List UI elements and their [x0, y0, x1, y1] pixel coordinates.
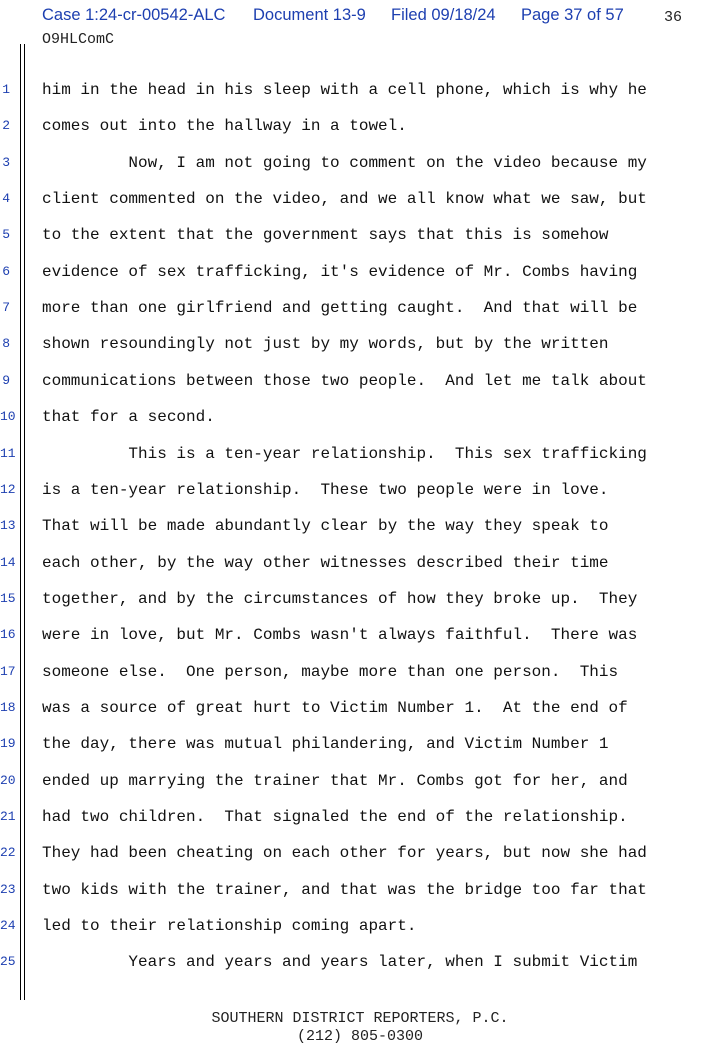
ecf-filing-stamp	[0, 6, 720, 28]
transcript-line: They had been cheating on each other for years, but now she had	[42, 844, 647, 863]
transcript-line: comes out into the hallway in a towel.	[42, 117, 407, 136]
margin-rule-left	[20, 44, 21, 1000]
transcript-line: Years and years and years later, when I submit Victim	[42, 953, 638, 972]
line-number: 18	[0, 699, 16, 715]
transcript-line: client commented on the video, and we all know what we saw, but	[42, 190, 647, 209]
transcript-line: him in the head in his sleep with a cell phone, which is why he	[42, 81, 647, 99]
line-number: 8	[2, 336, 10, 352]
filed-date: Filed 09/18/24	[391, 6, 496, 24]
reporter-phone: (212) 805-0300	[296, 1028, 424, 1045]
line-number: 5	[2, 227, 10, 243]
transcript-line: shown resoundingly not just by my words, but by the written	[42, 335, 609, 354]
transcript-line: two kids with the trainer, and that was the bridge too far that	[42, 880, 647, 899]
line-number: 24	[0, 918, 16, 934]
transcript-page-number: 36	[663, 9, 682, 26]
transcript-line: is a ten-year relationship. These two people were in love.	[42, 480, 609, 499]
line-number-column	[0, 0, 16, 1000]
line-number: 14	[0, 554, 16, 570]
line-number: 25	[0, 954, 16, 970]
line-number: 4	[2, 191, 10, 207]
line-number: 1	[2, 82, 10, 97]
transcript-line: to the extent that the government says that this is somehow	[42, 226, 609, 245]
transcript-line: the day, there was mutual philandering, and Victim Number 1	[42, 735, 609, 754]
transcript-line: had two children. That signaled the end of the relationship.	[42, 808, 628, 826]
line-number: 16	[0, 627, 16, 643]
line-number: 10	[0, 409, 16, 425]
line-number: 9	[2, 372, 10, 388]
transcript-line: together, and by the circumstances of how they broke up. They	[42, 589, 638, 608]
line-number: 15	[0, 590, 16, 606]
transcript-line: evidence of sex trafficking, it's evidence of Mr. Combs having	[42, 262, 638, 281]
line-number: 19	[0, 736, 16, 752]
reporter-footer	[0, 1010, 720, 1046]
transcript-line: This is a ten-year relationship. This sex trafficking	[42, 444, 647, 463]
line-number: 6	[2, 263, 10, 279]
line-number: 22	[0, 845, 16, 861]
line-number: 20	[0, 772, 16, 788]
line-number: 13	[0, 518, 16, 534]
transcript-line: each other, by the way other witnesses described their time	[42, 553, 609, 572]
line-number: 7	[2, 300, 10, 316]
transcript-line: were in love, but Mr. Combs wasn't always faithful. There was	[42, 626, 638, 645]
transcript-line: Now, I am not going to comment on the video because my	[42, 153, 647, 172]
transcript-line: someone else. One person, maybe more than one person. This	[42, 662, 619, 681]
line-number: 23	[0, 881, 16, 897]
document-number: Document 13-9	[253, 6, 366, 24]
transcript-line: more than one girlfriend and getting caught. And that will be	[42, 299, 638, 318]
line-number: 11	[0, 445, 16, 461]
margin-rule-right	[24, 44, 25, 1000]
reporter-name: SOUTHERN DISTRICT REPORTERS, P.C.	[211, 1010, 509, 1027]
transcript-line: That will be made abundantly clear by the way they speak to	[42, 517, 609, 536]
transcript-header-code: O9HLComC	[42, 31, 115, 48]
transcript-line: ended up marrying the trainer that Mr. Combs got for her, and	[42, 771, 628, 790]
line-number: 3	[2, 154, 10, 170]
transcript-line: led to their relationship coming apart.	[42, 917, 417, 936]
page-of-total: Page 37 of 57	[521, 6, 624, 24]
transcript-line: was a source of great hurt to Victim Number 1. At the end of	[42, 698, 628, 717]
line-number: 12	[0, 481, 16, 497]
line-number: 2	[2, 118, 10, 134]
transcript-line: communications between those two people. And let me talk about	[42, 371, 647, 390]
transcript-line: that for a second.	[42, 408, 215, 427]
line-number: 17	[0, 663, 16, 679]
case-number: Case 1:24-cr-00542-ALC	[42, 6, 226, 24]
line-number: 21	[0, 809, 16, 824]
